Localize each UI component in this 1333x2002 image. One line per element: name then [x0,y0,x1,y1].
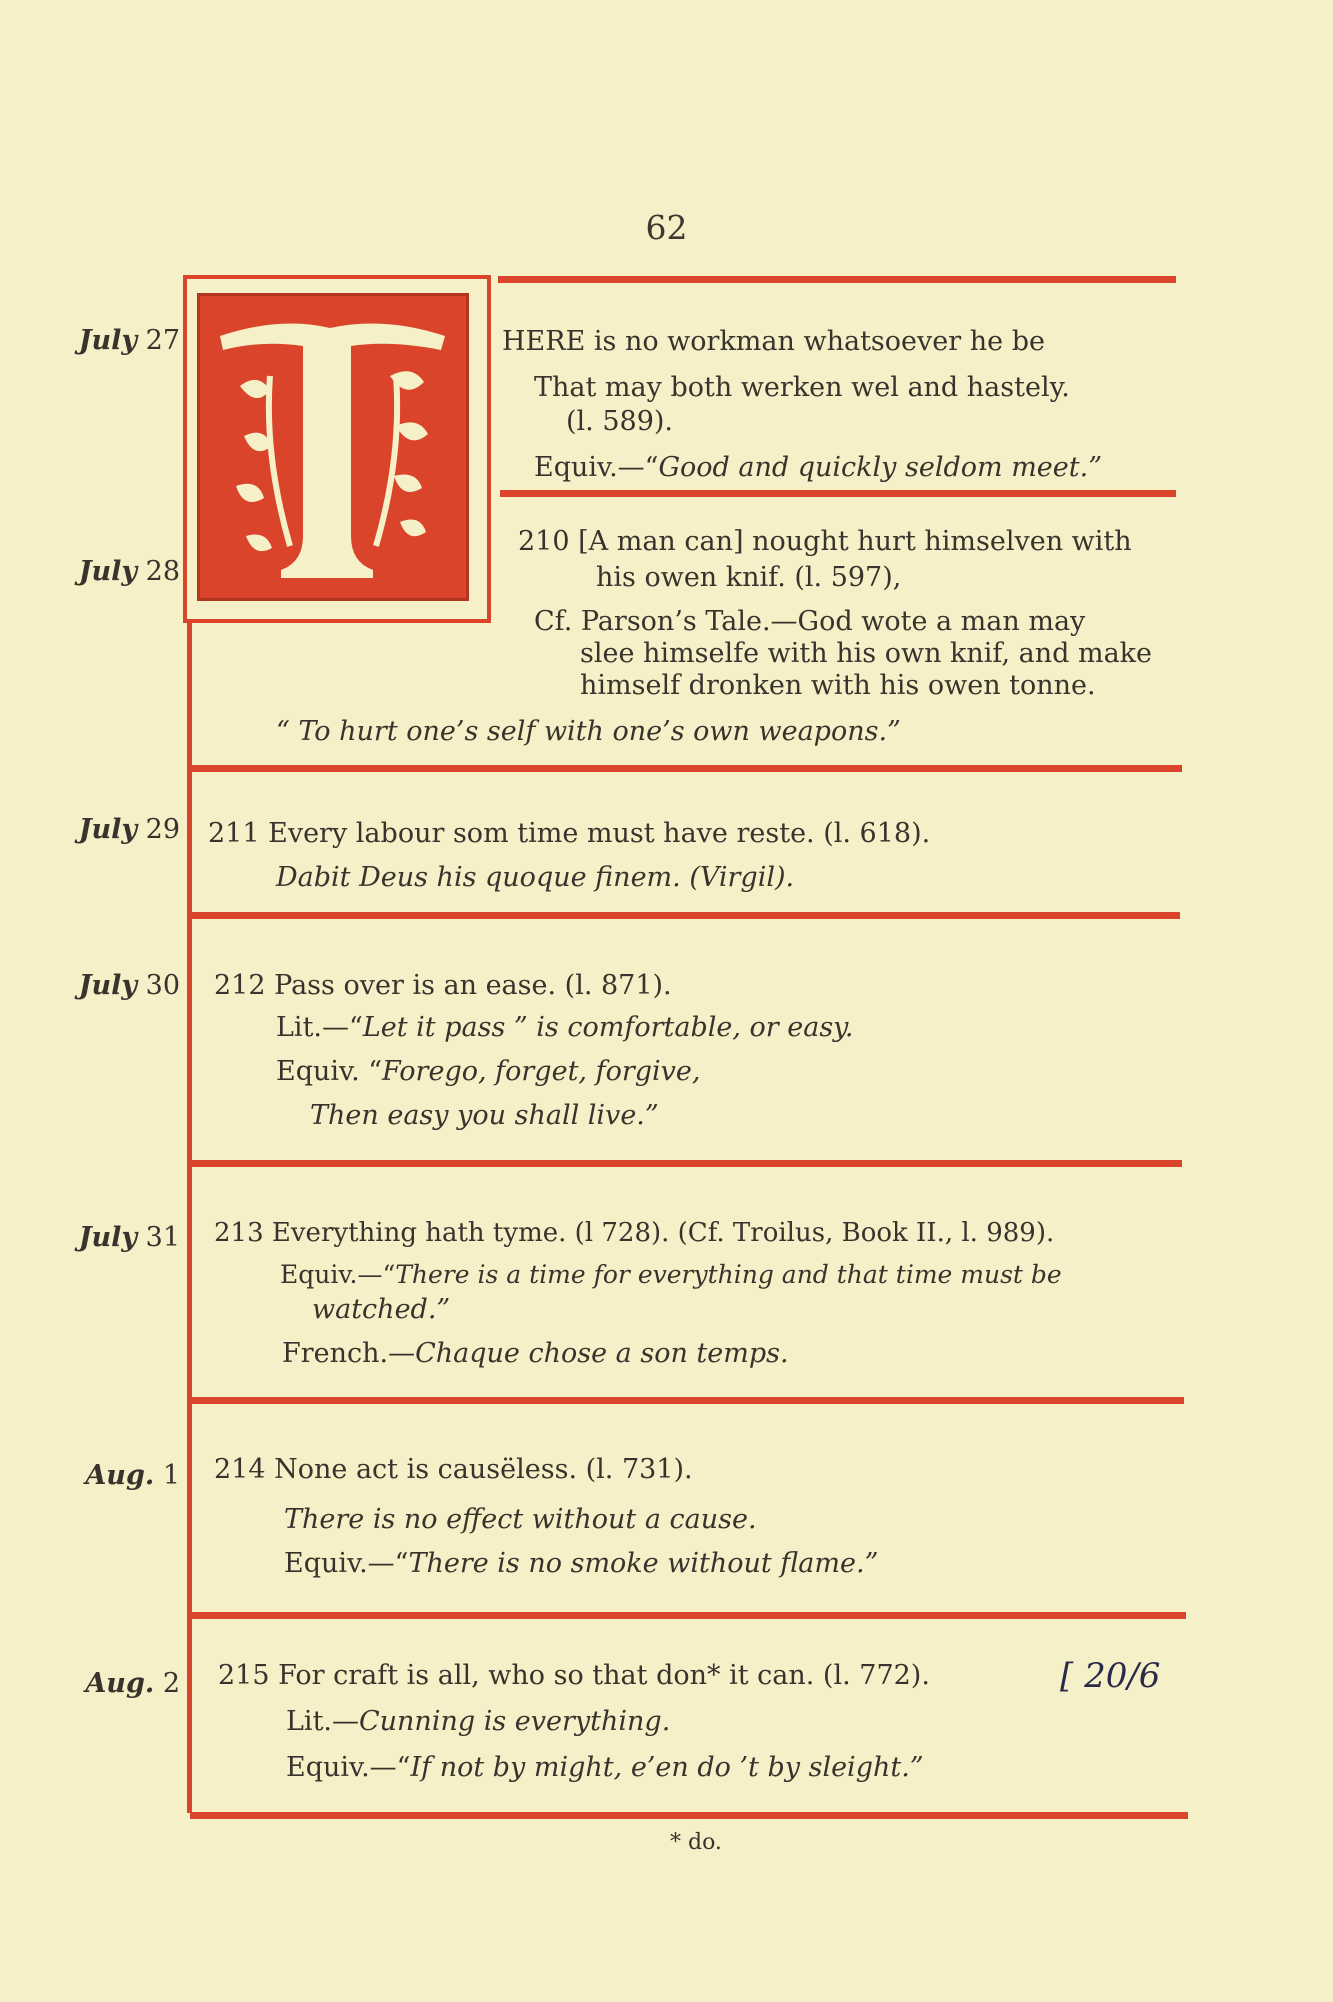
date-aug-1: Aug. 1 [85,1460,180,1491]
date-july-31: July 31 [78,1222,180,1253]
left-margin-rule [187,620,192,1813]
entry-210-line-4: slee himselfe with his own knif, and make [580,638,1153,669]
entry-211-line-1: 211 Every labour som time must have reste. (l. 618). [208,818,931,849]
entry-215-equiv: Equiv.—“If not by might, e’en do ’t by sleight.” [286,1752,924,1783]
date-aug-2: Aug. 2 [85,1668,180,1699]
rule-214 [190,1612,1186,1619]
entry-214-equiv: Equiv.—“There is no smoke without flame.” [284,1548,879,1579]
entry-213-line-1: 213 Everything hath tyme. (l 728). (Cf. Troilus, Book II., l. 989). [214,1218,1055,1248]
rule-215 [190,1812,1188,1819]
entry-210-line-2: his owen knif. (l. 597), [596,562,902,593]
entry-214-line-1: 214 None act is causëless. (l. 731). [214,1454,693,1485]
entry-210-line-5: himself dronken with his owen tonne. [580,670,1096,701]
date-july-30: July 30 [78,970,180,1001]
rule-top [498,276,1176,283]
entry-211-line-2: Dabit Deus his quoque finem. (Virgil). [276,862,795,893]
rule-210 [190,765,1182,772]
entry-213-french: French.—Chaque chose a son temps. [282,1338,789,1369]
entry-215-line-1: 215 For craft is all, who so that don* it can. (l. 772). [218,1660,930,1691]
rule-209 [500,490,1176,497]
rule-212 [190,1160,1182,1167]
entry-209-line-3: (l. 589). [566,406,673,437]
entry-209-line-2: That may both werken wel and hastely. [534,372,1070,403]
date-july-28: July 28 [78,556,180,587]
entry-213-line-3: watched.” [312,1294,451,1325]
handwritten-annotation: [ 20/6 [1060,1656,1161,1696]
entry-212-lit: Lit.—“Let it pass ” is comfortable, or easy. [276,1012,854,1043]
floral-ornament-icon [200,296,466,598]
page-number: 62 [645,208,688,247]
entry-212-equiv: Equiv. “Forego, forget, forgive, [276,1056,701,1087]
drop-cap-frame [183,275,491,623]
entry-209-line-1: HERE is no workman whatsoever he be [502,326,1045,357]
footnote: * do. [670,1830,722,1855]
rule-211 [190,912,1180,919]
entry-214-line-2: There is no effect without a cause. [284,1504,757,1535]
entry-212-line-4: Then easy you shall live.” [310,1100,659,1131]
drop-cap-panel [197,293,469,601]
entry-209-equiv: Equiv.—“Good and quickly seldom meet.” [534,452,1103,483]
date-july-27: July 27 [78,325,180,356]
rule-213 [190,1397,1184,1404]
entry-210-line-6: “ To hurt one’s self with one’s own weapons.” [276,716,901,747]
entry-210-line-1: 210 [A man can] nought hurt himselven with [518,526,1132,557]
entry-215-lit: Lit.—Cunning is everything. [286,1706,671,1737]
entry-210-line-3: Cf. Parson’s Tale.—God wote a man may [534,606,1086,637]
entry-213-equiv: Equiv.—“There is a time for everything and that time must be [280,1260,1062,1289]
date-july-29: July 29 [78,814,180,845]
entry-212-line-1: 212 Pass over is an ease. (l. 871). [214,970,672,1001]
